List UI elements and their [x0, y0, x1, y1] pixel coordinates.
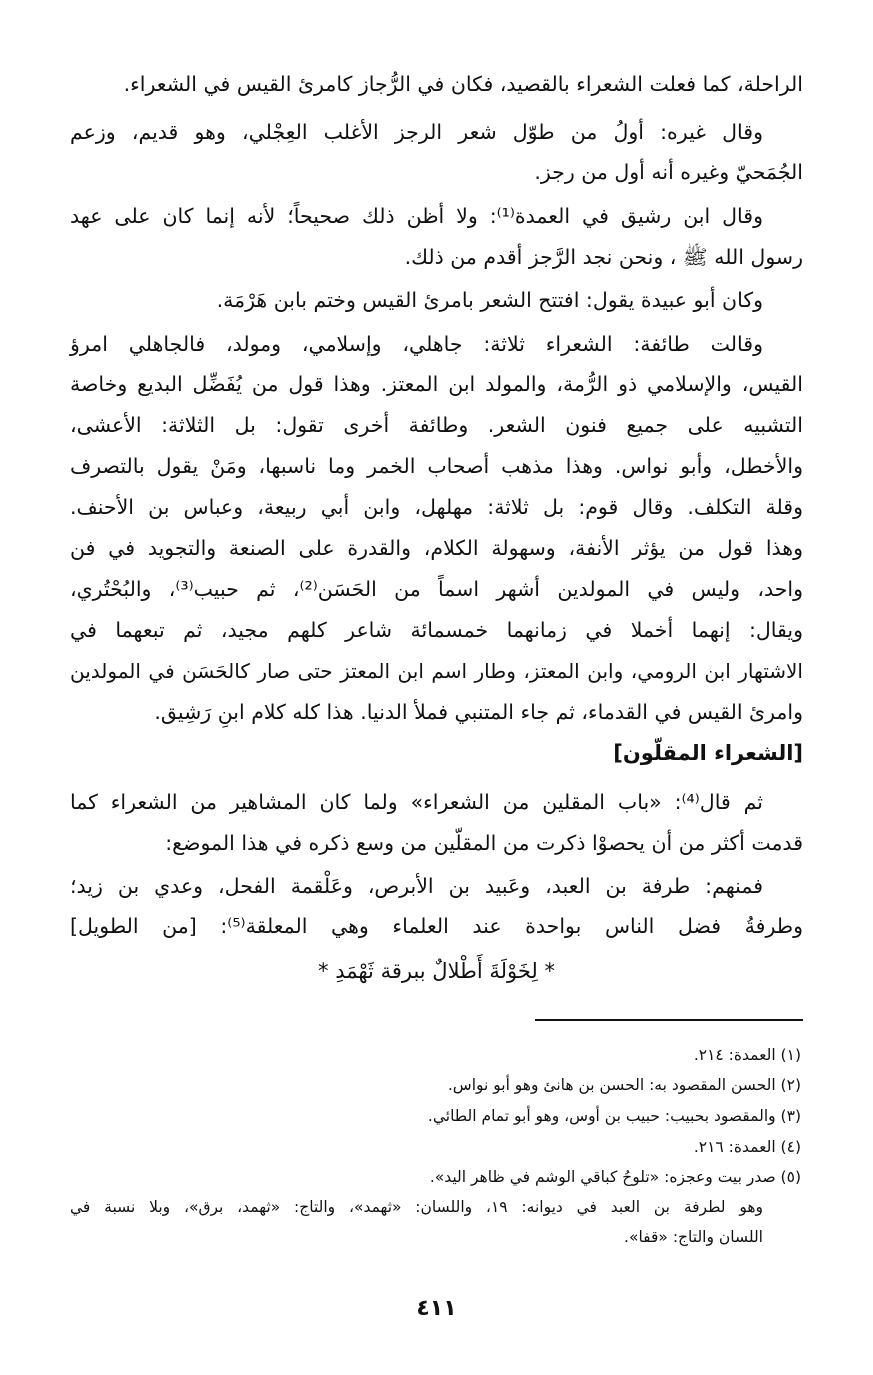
footnote: (١) العمدة: ٢١٤.: [693, 1046, 801, 1064]
text-line: القيس، والإسلامي ذو الرُّمة، والمولد ابن المعتز. وهذا قول من يُفَضِّل البديع وخاصة: [70, 372, 803, 396]
text-line: وقلة التكلف. وقال قوم: بل ثلاثة: مهلهل، وابن أبي ربيعة، وعباس بن الأحنف.: [70, 495, 803, 519]
text-line: وقالت طائفة: الشعراء ثلاثة: جاهلي، وإسلامي، ومولد، فالجاهلي امرؤ: [70, 332, 763, 356]
text-line: رسول الله ﷺ ، ونحن نجد الرَّجز أقدم من ذلك.: [404, 245, 803, 269]
footnote-continuation: وهو لطرفة بن العبد في ديوانه: ١٩، واللسان: «ثهمد»، والتاج: «ثهمد، برق»، وبلا نسبة في: [70, 1198, 764, 1216]
text-line: وهذا قول من يؤثر الأنفة، وسهولة الكلام، والقدرة على الصنعة والتجويد في فن: [70, 536, 803, 560]
footnote: (٤) العمدة: ٢١٦.: [693, 1138, 801, 1156]
poem-verse: * لِخَوْلَةَ أَطْلالٌ ببرقة ثَهْمَدِ *: [318, 959, 555, 983]
page-number: ٤١١: [416, 1296, 457, 1321]
text-line: وقال ابن رشيق في العمدة⁽¹⁾: ولا أظن ذلك صحيحاً؛ لأنه إنما كان على عهد: [70, 204, 763, 228]
text-line: قدمت أكثر من أن يحصوْا ذكرت من المقلّين من وسع ذكره في هذا الموضع:: [165, 831, 803, 855]
footnote: (٥) صدر بيت وعجزه: «تلوحُ كباقي الوشم في ظاهر اليد».: [429, 1168, 801, 1186]
footnote: (٢) الحسن المقصود به: الحسن بن هانئ وهو أبو نواس.: [447, 1076, 801, 1094]
text-line: وامرئ القيس في القدماء، ثم جاء المتنبي فملأ الدنيا. هذا كله كلام ابنِ رَشِيق.: [154, 700, 803, 724]
footnote-continuation: اللسان والتاج: «قفا».: [624, 1228, 763, 1246]
text-line: ويقال: إنهما أخملا في زمانهما خمسمائة شاعر كلهم مجيد، ثم تبعهما في: [70, 618, 803, 642]
section-heading: [الشعراء المقلّون]: [613, 741, 803, 765]
text-line: وكان أبو عبيدة يقول: افتتح الشعر بامرئ القيس وختم بابن هَرْمَة.: [216, 288, 763, 312]
text-line: ثم قال⁽⁴⁾: «باب المقلين من الشعراء» ولما كان المشاهير من الشعراء كما: [70, 790, 763, 814]
text-line: الجُمَحيّ وغيره أنه أول من رجز.: [534, 160, 803, 184]
text-line: الاشتهار ابن الرومي، وابن المعتز، وطار اسم ابن المعتز حتى صار كالحَسَن في المولدين: [70, 659, 803, 683]
text-line: والأخطل، وأبو نواس. وهذا مذهب أصحاب الخمر وما ناسبها، ومَنْ يقول بالتصرف: [70, 454, 803, 478]
text-line: وقال غيره: أولُ من طوّل شعر الرجز الأغلب العِجْلي، وهو قديم، وزعم: [70, 120, 763, 144]
text-line: واحد، وليس في المولدين أشهر اسماً من الحَسَن⁽²⁾، ثم حبيب⁽³⁾، والبُحْتُري،: [70, 577, 803, 601]
text-line: التشبيه على جميع فنون الشعر. وطائفة أخرى تقول: بل الثلاثة: الأعشى،: [70, 413, 803, 437]
text-line: الراحلة، كما فعلت الشعراء بالقصيد، فكان في الرُّجاز كامرئ القيس في الشعراء.: [123, 72, 803, 96]
footnote-divider: [535, 1019, 803, 1021]
text-line: وطرفةُ فضل الناس بواحدة عند العلماء وهي المعلقة⁽⁵⁾: [من الطويل]: [70, 914, 803, 938]
footnote: (٣) والمقصود بحبيب: حبيب بن أوس، وهو أبو تمام الطائي.: [427, 1107, 801, 1125]
text-line: فمنهم: طرفة بن العبد، وعَبيد بن الأبرص، وعَلْقمة الفحل، وعدي بن زيد؛: [70, 874, 763, 898]
